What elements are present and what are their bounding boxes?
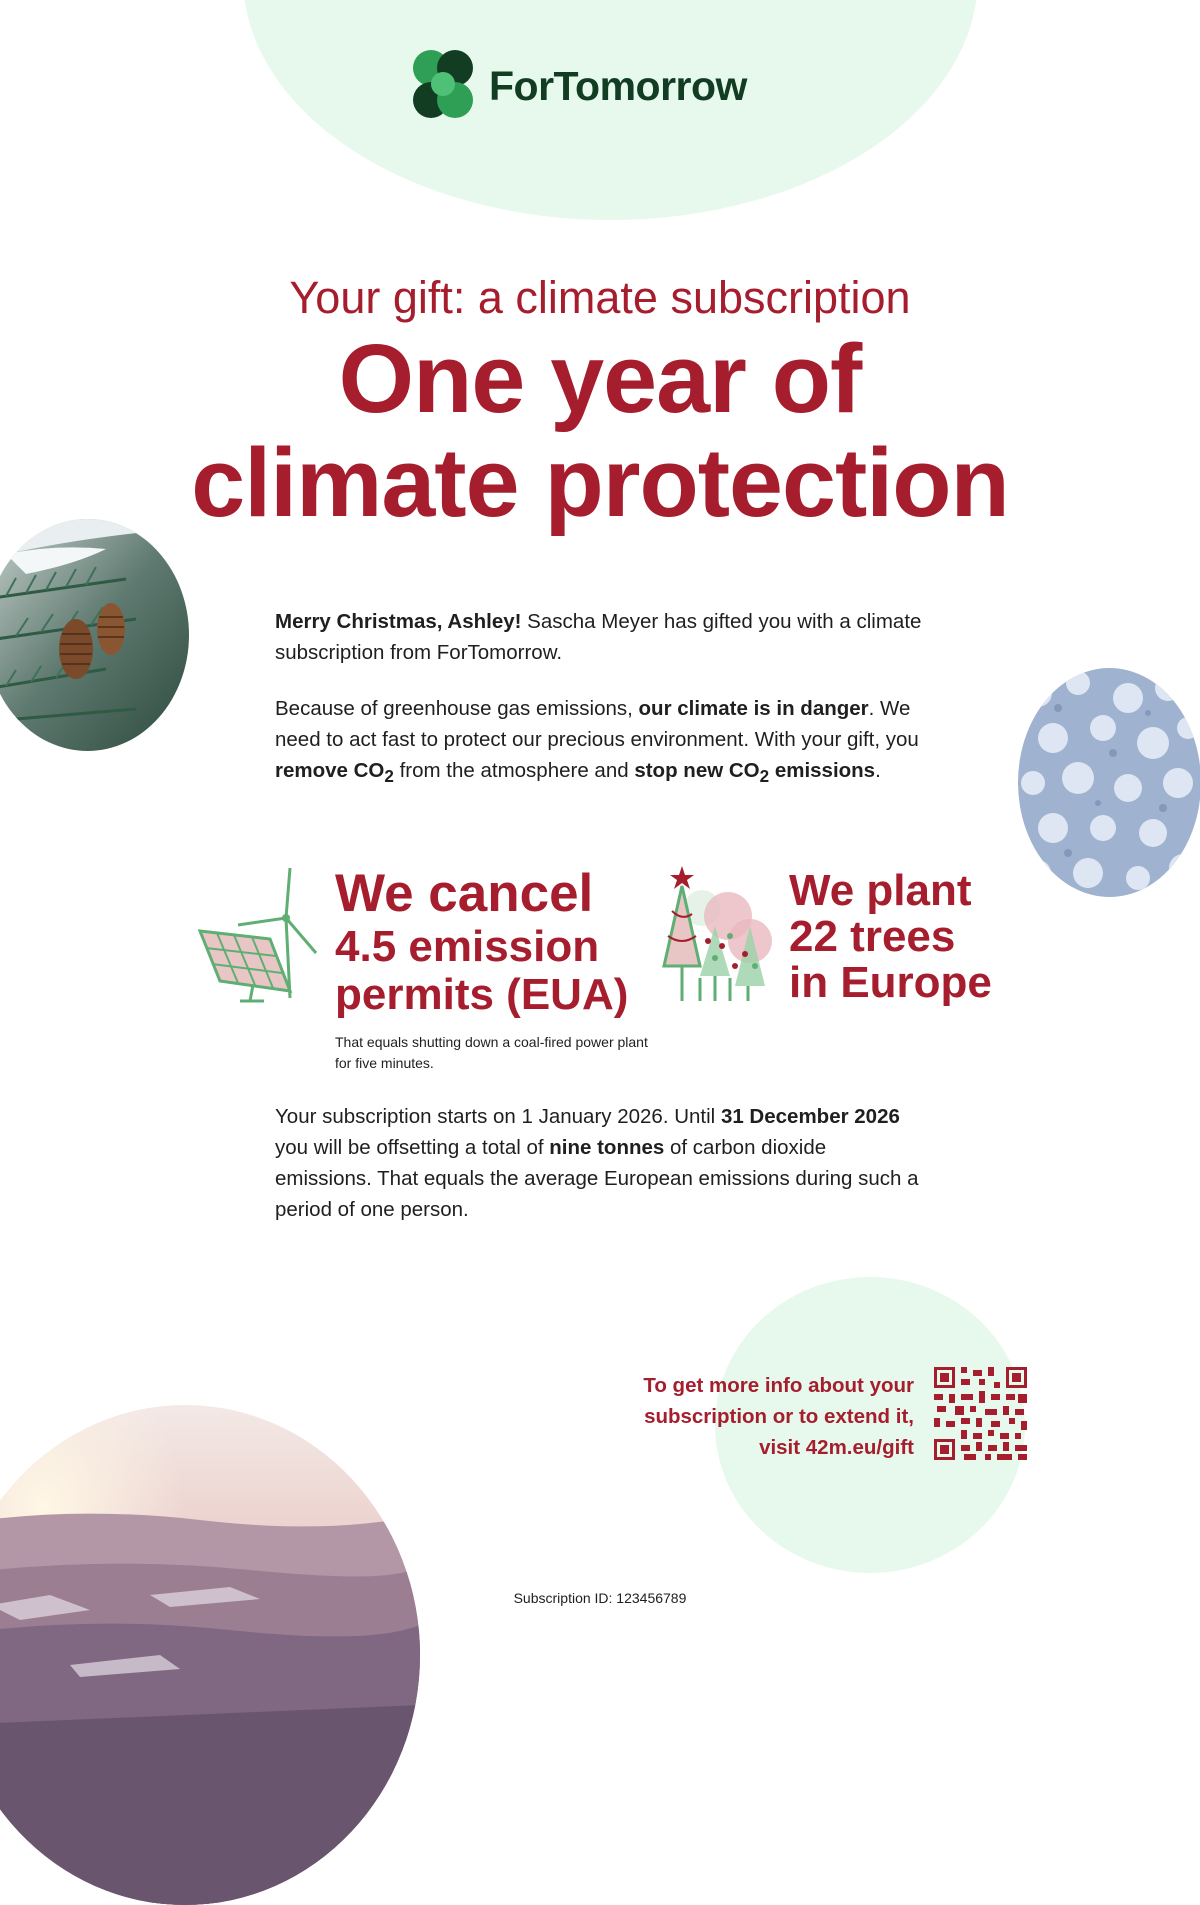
frosted-trees-photo — [1018, 668, 1200, 897]
info-link-text[interactable]: To get more info about your subscription or to extend it, visit 42m.eu/gift — [643, 1374, 914, 1459]
stop-co2-emissions: emissions — [769, 759, 876, 782]
pine-branch-photo — [0, 519, 189, 751]
danger-paragraph — [275, 693, 925, 792]
stop-co2-sub: 2 — [759, 767, 770, 787]
danger-bold-1: our climate is in danger — [638, 697, 869, 720]
solar-wind-icon — [198, 863, 318, 1008]
headline-line-2: climate protection — [191, 428, 1009, 537]
remove-co2-sub: 2 — [384, 767, 394, 787]
remove-co2 — [275, 759, 394, 787]
stop-co2-text: stop new CO — [634, 759, 760, 782]
cancel-note: That equals shutting down a coal-fired power plant for five minutes. — [335, 1034, 648, 1071]
cancel-line-3: permits (EUA) — [335, 970, 629, 1019]
headline-line-1: One year of — [338, 324, 862, 433]
danger-text-4: . — [875, 759, 881, 782]
subscription-text-1: Your subscription starts on 1 January 2026. Until — [275, 1105, 721, 1128]
cancel-line-1: We cancel — [335, 864, 594, 923]
plant-trees-stat — [789, 868, 1019, 1006]
subscription-tonnes: nine tonnes — [549, 1136, 665, 1159]
subscription-paragraph — [275, 1101, 925, 1225]
plant-line-2: 22 trees — [789, 912, 956, 961]
plant-line-3: in Europe — [789, 958, 992, 1007]
greeting-rest: Sascha Meyer has gifted you with a climate subscription from ForTomorrow. — [275, 610, 922, 664]
clover-icon — [411, 48, 475, 125]
danger-text-3: from the atmosphere and — [393, 759, 635, 782]
cancel-permits-stat — [335, 865, 655, 1019]
stop-co2 — [634, 759, 876, 787]
subscription-end-date: 31 December 2026 — [720, 1105, 900, 1128]
greeting-paragraph — [275, 606, 925, 668]
qr-code-icon[interactable] — [934, 1367, 1027, 1460]
subscription-text-2: you will be offsetting a total of — [275, 1136, 550, 1159]
greeting-bold: Merry Christmas, Ashley! — [275, 610, 522, 633]
danger-text-2: . We need to act fast to protect our precious environment. With your gift, you — [275, 697, 919, 751]
cancel-line-2: 4.5 emission — [335, 922, 600, 971]
winter-landscape-photo — [0, 1405, 420, 1905]
logo-text: ForTomorrow — [489, 62, 747, 109]
gift-subtitle: Your gift: a climate subscription — [289, 272, 911, 323]
trees-icon — [660, 866, 780, 1011]
plant-line-1: We plant — [789, 866, 972, 915]
subscription-id: Subscription ID: 123456789 — [513, 1590, 687, 1606]
fortomorrow-logo[interactable] — [411, 50, 747, 122]
danger-text-1: Because of greenhouse gas emissions, — [275, 697, 639, 720]
headline — [0, 324, 1200, 537]
subscription-text-3: of carbon dioxide emissions. That equals the average European emissions during such a period of one person. — [275, 1136, 919, 1221]
remove-co2-text: remove CO — [275, 759, 385, 782]
